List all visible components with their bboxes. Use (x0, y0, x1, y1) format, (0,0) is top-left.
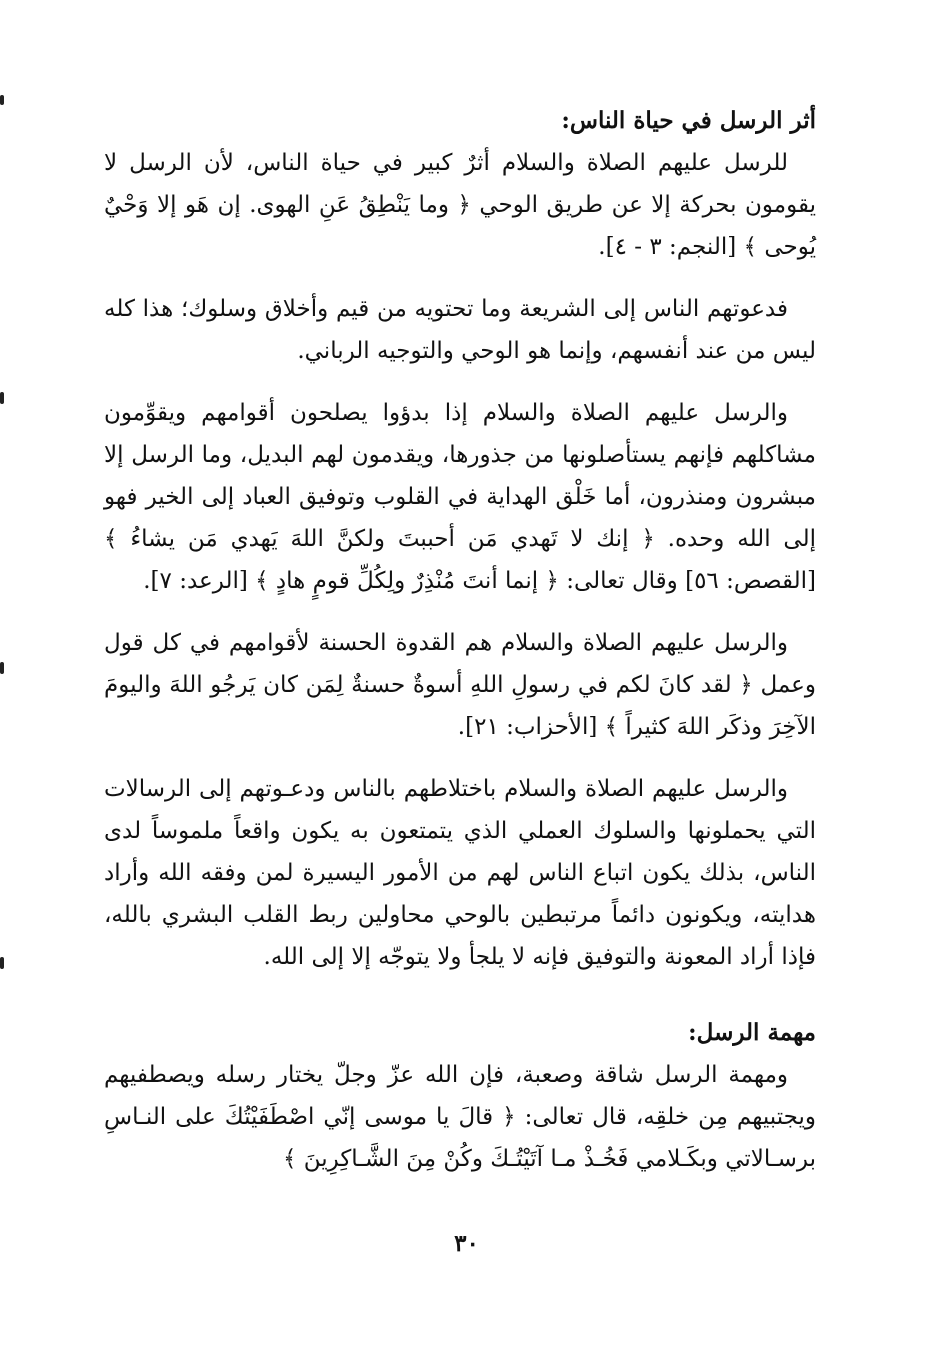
section-heading-messengers-impact: أثر الرسل في حياة الناس: (561, 107, 816, 134)
scan-edge-mark (0, 957, 4, 969)
page-number: ٣٠ (454, 1230, 479, 1257)
section-heading-messengers-mission: مهمة الرسل: (688, 1019, 816, 1046)
scan-edge-mark (0, 392, 4, 404)
scan-edge-mark (0, 95, 4, 105)
paragraph: للرسل عليهم الصلاة والسلام أثرٌ كبير في حياة الناس، لأن الرسل لا يقومون بحركة إلا عن طريق الوحي ﴿ وما يَنْطِقُ عَنِ الهوى. إن هَو إلا وَحْيٌ يُوحى ﴾ [النجم: ٣ - ٤]. (104, 150, 816, 260)
paragraph: والرسل عليهم الصلاة والسلام إذا بدؤوا يصلحون أقوامهم ويقوِّمون مشاكلهم فإنهم يستأصلونها من جذورها، ويقدمون لهم البديل، وما الرسل إلا مبشرون ومنذرون، أما خَلْق الهداية في القلوب وتوفيق العباد إلى الخير فهو إلى الله وحده. ﴿ إنك لا تَهدي مَن أحببتَ ولكنَّ اللهَ يَهدي مَن يشاءُ ﴾ [القصص: ٥٦] وقال تعالى: ﴿ إنما أنتَ مُنْذِرٌ ولِكُلِّ قومٍ هادٍ ﴾ [الرعد: ٧]. (104, 400, 816, 594)
paragraph: والرسل عليهم الصلاة والسلام باختلاطهم بالناس ودعـوتهم إلى الرسالات التي يحملونها والسلوك العملي الذي يتمتعون به يكون واقعاً ملموساً لدى الناس، بذلك يكون اتباع الناس لهم من الأمور اليسيرة لمن وفقه الله وأراد هدايته، ويكونون دائماً مرتبطين بالوحي محاولين ربط القلب البشري بالله، فإذا أراد المعونة والتوفيق فإنه لا يلجأ ولا يتوجّه إلا إلى الله. (104, 776, 816, 970)
scan-edge-mark (0, 662, 4, 674)
paragraph: ومهمة الرسل شاقة وصعبة، فإن الله عزّ وجلّ يختار رسله ويصطفيهم ويجتبيهم مِن خلقِه، قال تعالى: ﴿ قالَ يا موسى إنّي اصْطَفَيْتُكَ على النـاسِ برسـالاتي وبكَـلامي فَخُـذْ مـا آتَيْتُـكَ وكُنْ مِنَ الشَّـاكِرِينَ ﴾ (104, 1062, 816, 1172)
page-body (104, 100, 816, 1200)
paragraph: فدعوتهم الناس إلى الشريعة وما تحتويه من قيم وأخلاق وسلوك؛ هذا كله ليس من عند أنفسهم، وإنما هو الوحي والتوجيه الرباني. (104, 296, 816, 364)
paragraph: والرسل عليهم الصلاة والسلام هم القدوة الحسنة لأقوامهم في كل قول وعمل ﴿ لقد كانَ لكم في رسولِ اللهِ أسوةٌ حسنةٌ لِمَن كان يَرجُو اللهَ واليومَ الآخِرَ وذكَر اللهَ كثيراً ﴾ [الأحزاب: ٢١]. (104, 630, 816, 740)
